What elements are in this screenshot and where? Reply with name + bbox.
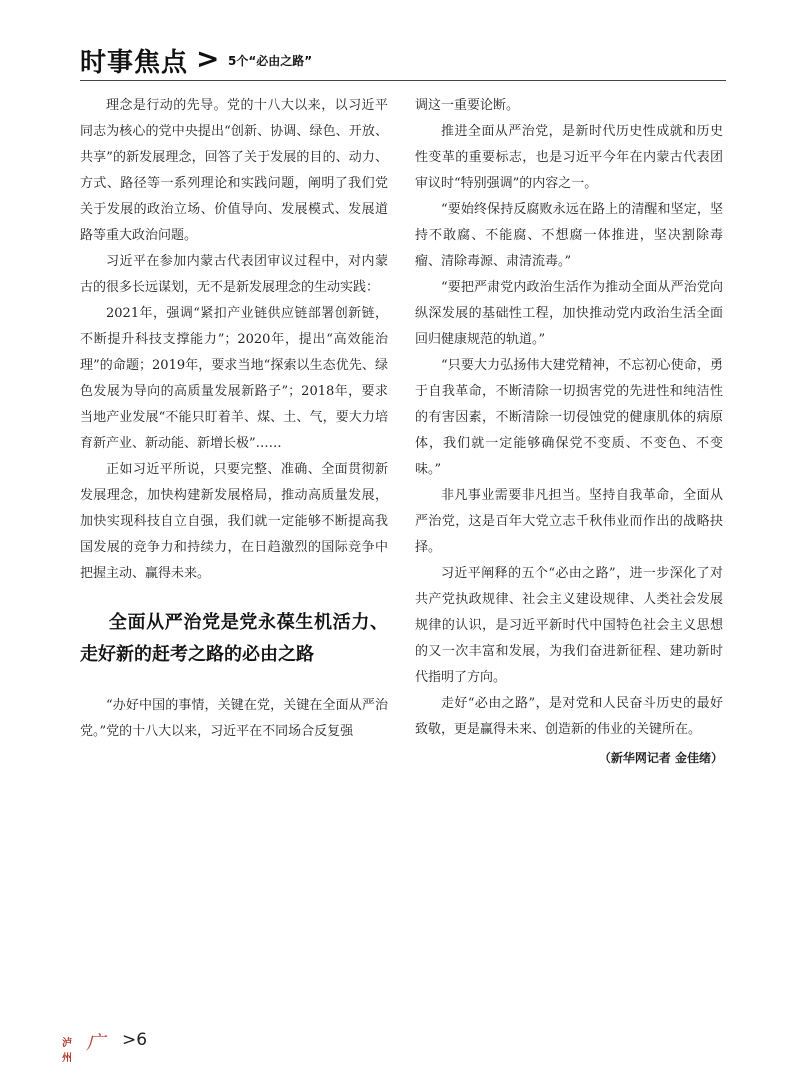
- section-title: 时事焦点: [80, 48, 189, 78]
- paragraph: “只要大力弘扬伟大建党精神，不忘初心使命，勇于自我革命，不断清除一切损害党的先进性和纯洁性的有害因素，不断清除一切侵蚀党的健康肌体的病原体，我们就一定能够确保党不变质、不变色、不变味。”: [415, 358, 723, 477]
- paragraph: 正如习近平所说，只要完整、准确、全面贯彻新发展理念，加快构建新发展格局，推动高质量发展，加快实现科技自立自强，我们就一定能够不断提高我国发展的竞争力和持续力，在日趋激烈的国际竞争中把握主动、赢得未来。: [80, 462, 388, 581]
- paragraph: 理念是行动的先导。党的十八大以来，以习近平同志为核心的党中央提出“创新、协调、绿色、开放、共享”的新发展理念，回答了关于发展的目的、动力、方式、路径等一系列理论和实践问题，阐明了我们党关于发展的政治立场、价值导向、发展模式、发展道路等重大政治问题。: [80, 98, 388, 243]
- paragraph: 习近平在参加内蒙古代表团审议过程中，对内蒙古的很多长远谋划，无不是新发展理念的生动实践：: [80, 254, 388, 295]
- paragraph: “办好中国的事情，关键在党，关键在全面从严治党。”党的十八大以来，习近平在不同场合反复强: [80, 698, 388, 739]
- right-column: [415, 93, 723, 771]
- paragraph: 2021年，强调“紧扣产业链供应链部署创新链，不断提升科技支撑能力”；2020年，提出“高效能治理”的命题；2019年，要求当地“探索以生态优先、绿色发展为导向的高质量发展新路子”；2018年，要求当地产业发展“不能只盯着羊、煤、土、气，要大力培育新产业、新动能、新增长极”……: [80, 306, 388, 451]
- paragraph: “要始终保持反腐败永远在路上的清醒和坚定，坚持不敢腐、不能腐、不想腐一体推进，坚决割除毒瘤、清除毒源、肃清流毒。”: [415, 202, 723, 269]
- paragraph: 推进全面从严治党，是新时代历史性成就和历史性变革的重要标志，也是习近平今年在内蒙古代表团审议时“特别强调”的内容之一。: [415, 124, 723, 191]
- author-byline: （新华网记者 金佳绪）: [598, 751, 723, 765]
- left-column: [80, 93, 388, 745]
- page-number: >6: [122, 1030, 148, 1050]
- header-divider: [80, 80, 726, 81]
- paragraph: 走好“必由之路”，是对党和人民奋斗历史的最好致敬，更是赢得未来、创造新的伟业的关键所在。: [415, 696, 723, 737]
- section-subtitle: 5个“必由之路”: [228, 54, 313, 68]
- paragraph: “要把严肃党内政治生活作为推动全面从严治党向纵深发展的基础性工程，加快推动党内政治生活全面回归健康规范的轨道。”: [415, 280, 723, 347]
- footer-city: 泸州: [62, 1038, 72, 1064]
- paragraph: 习近平阐释的五个“必由之路”，进一步深化了对共产党执政规律、社会主义建设规律、人类社会发展规律的认识，是习近平新时代中国特色社会主义思想的又一次丰富和发展，为我们奋进新征程、建功新时代指明了方向。: [415, 566, 723, 685]
- page-header: [80, 38, 730, 78]
- article-subheading: 全面从严治党是党永葆生机活力、走好新的赶考之路的必由之路: [80, 612, 388, 665]
- chevron-right-icon: >: [196, 42, 220, 75]
- paragraph: 非凡事业需要非凡担当。坚持自我革命，全面从严治党，这是百年大党立志千秋伟业而作出的战略抉择。: [415, 488, 723, 555]
- paragraph-continuation: 调这一重要论断。: [415, 98, 520, 113]
- magazine-logo: 广: [86, 1032, 106, 1054]
